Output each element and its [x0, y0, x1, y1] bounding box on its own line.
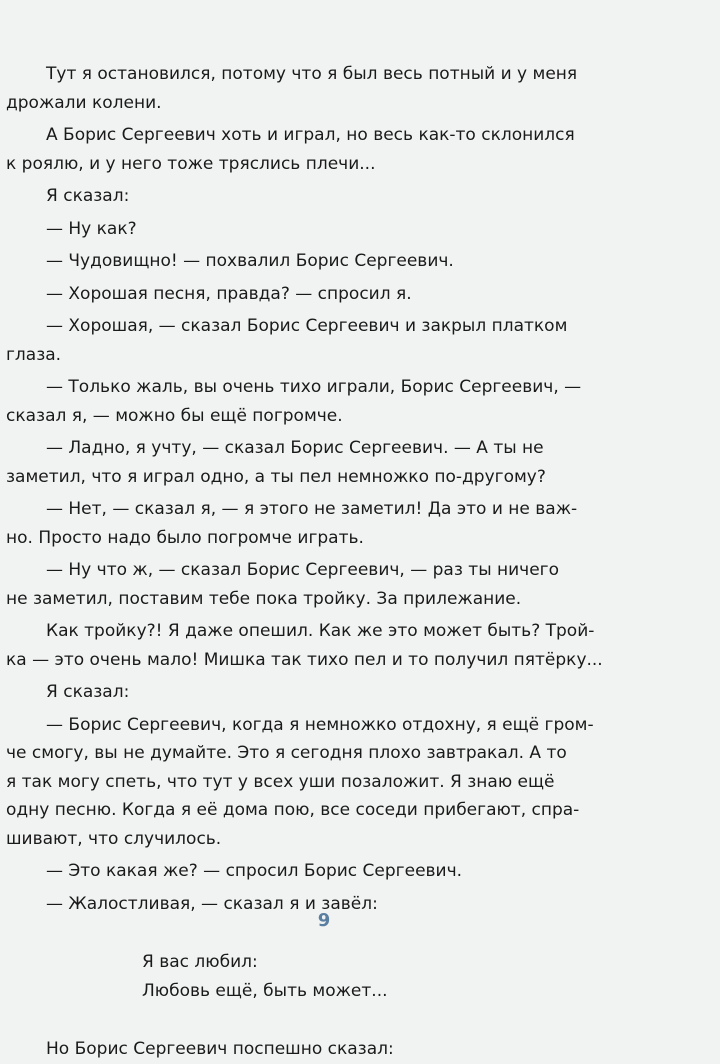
text-line: я так могу спеть, что тут у всех уши позаложит. Я знаю ещё: [6, 771, 555, 792]
text-line: заметил, что я играл одно, а ты пел немножко по-другому?: [6, 466, 546, 487]
text-line: — Нет, — сказал я, — я этого не заметил! Да это и не важ-: [46, 499, 578, 519]
text-line: че смогу, вы не думайте. Это я сегодня плохо завтракал. А то: [6, 743, 567, 763]
text-line: Как тройку?! Я даже опешил. Как же это может быть? Трой-: [46, 621, 595, 641]
text-line: Тут я остановился, потому что я был весь потный и у меня: [46, 64, 578, 84]
text-line: глаза.: [6, 344, 62, 365]
text-line: — Ладно, я учту, — сказал Борис Сергеевич. — А ты не: [46, 438, 544, 458]
text-line: А Борис Сергеевич хоть и играл, но весь как-то склонился: [46, 125, 575, 145]
text-line: — Чудовищно! — похвалил Борис Сергеевич.: [46, 251, 454, 271]
text-line: сказал я, — можно бы ещё погромче.: [6, 405, 343, 426]
text-line: одну песню. Когда я её дома пою, все соседи прибегают, спра-: [6, 800, 580, 820]
closing-line: Но Борис Сергеевич поспешно сказал:: [46, 1039, 394, 1059]
text-line: но. Просто надо было погромче играть.: [6, 527, 364, 548]
text-line: — Ну как?: [46, 218, 137, 239]
text-line: ка — это очень мало! Мишка так тихо пел и то получил пятёрку...: [6, 649, 603, 670]
text-line: не заметил, поставим тебе пока тройку. За прилежание.: [6, 588, 522, 609]
text-line: — Ну что ж, — сказал Борис Сергеевич, — раз ты ничего: [46, 560, 560, 580]
text-line: Я сказал:: [46, 682, 130, 702]
text-line: — Хорошая песня, правда? — спросил я.: [46, 283, 412, 304]
text-line: — Борис Сергеевич, когда я немножко отдохну, я ещё гром-: [46, 714, 594, 735]
text-line: — Жалостливая, — сказал я и завёл:: [46, 893, 378, 914]
poem-line: Любовь ещё, быть может...: [142, 980, 388, 1001]
text-line: к роялю, и у него тоже тряслись плечи...: [6, 153, 376, 174]
text-line: — Только жаль, вы очень тихо играли, Борис Сергеевич, —: [46, 377, 582, 397]
text-line: шивают, что случилось.: [6, 828, 222, 849]
text-line: — Это какая же? — спросил Борис Сергеевич.: [46, 861, 463, 881]
poem-line: Я вас любил:: [142, 952, 258, 972]
text-line: — Хорошая, — сказал Борис Сергеевич и закрыл платком: [46, 316, 568, 336]
text-line: Я сказал:: [46, 186, 130, 206]
text-line: дрожали колени.: [6, 92, 162, 113]
page-number: 9: [317, 910, 331, 931]
